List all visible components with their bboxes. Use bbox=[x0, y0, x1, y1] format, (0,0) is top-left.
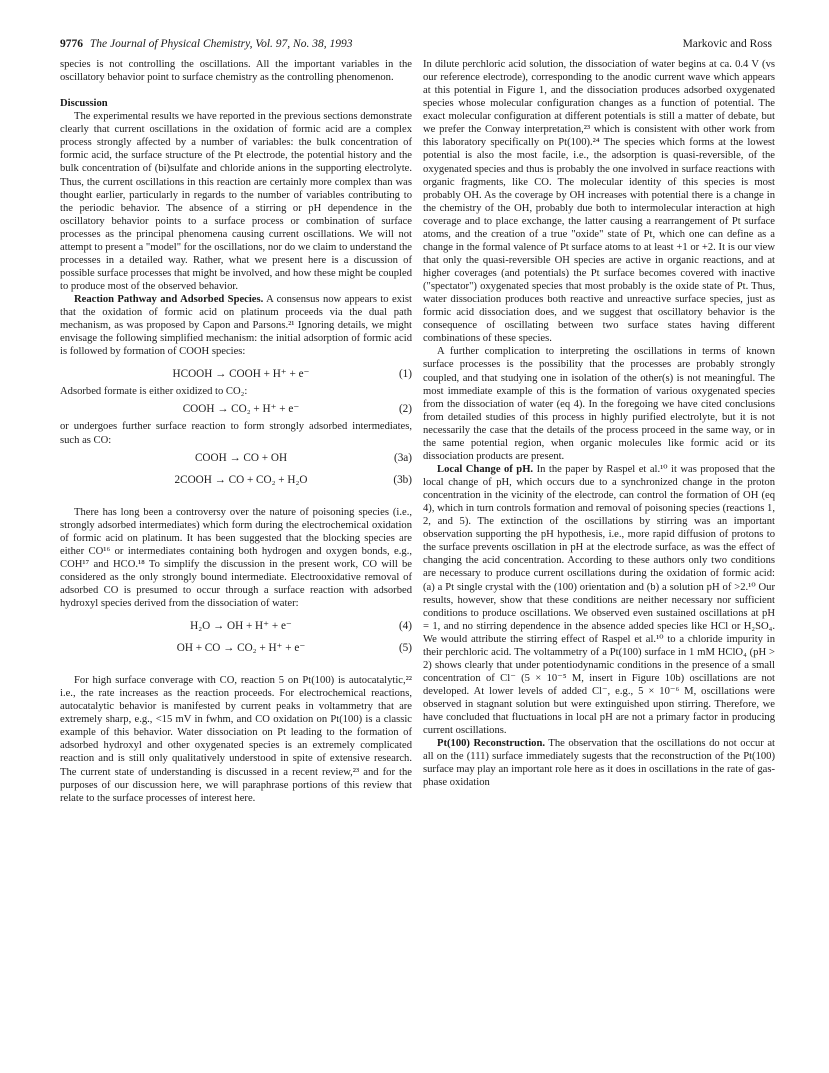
running-authors: Markovic and Ross bbox=[682, 38, 772, 50]
paragraph-text: A consensus now appears to exist that the oxidation of formic acid on platinum proceeds via the dual path mechanism, as was proposed by Capon and Parsons.²¹ Ignoring details, we might envisage the following simplified mechanism: the initial adsorption of formic acid is followed by formation of COOH species: bbox=[60, 294, 412, 358]
equation-formula: H₂O → OH + H⁺ + e⁻ bbox=[190, 620, 292, 633]
equation-number: (3a) bbox=[393, 451, 412, 464]
spacer bbox=[60, 494, 412, 506]
paragraph-text: In the paper by Raspel et al.¹⁰ it was proposed that the local change of pH, which occurs due to a synchronized change in the proton concentration in the vicinity of the electrode, can control the formation of OH (eq 4), which in turn controls formation and removal of poisoning species (reactions 1, 2, and 5). The extinction of the oscillations by stirring was an important observation supporting the pH hypothesis, i.e., more rapid diffusion of protons to the surface prevents oscillation in pH at the electrode surface, as was the effect of changing the acid concentration. According to these authors only two conditions are necessary to produce current oscillations during the oxidation of formic acid: (a) a Pt single crystal with the (100) orientation and (b) a solution pH of >2.¹⁰ Our results, however, show that these conditions are neither necessary nor sufficient conditions to produce oscillations. We observed even sustained oscillations at pH = 1, and no stirring dependence in the absence added species like HCl or H₂SO₄. We would attribute the stirring effect of Raspel et al.¹⁰ to a chloride impurity in their perchloric acid. The voltammetry of a Pt(100) surface in 1 mM HClO₄ (pH > 2) shows clearly that under potentiodynamic conditions in the presence of a small concentration of Cl⁻ (5 × 10⁻⁵ M, insert in Figure 10b) oscillations are not developed. At lower levels of added Cl⁻, e.g., 5 × 10⁻⁶ M, oscillations were observed in stagnant solution but were extinguished upon stirring. Therefore, we have concluded that fluctuations in local pH are not a primary factor in producing current oscillations. bbox=[423, 463, 775, 737]
equation-number: (2) bbox=[398, 403, 412, 416]
runin-heading: Reaction Pathway and Adsorbed Species. bbox=[74, 294, 264, 306]
equation-3a bbox=[60, 447, 412, 469]
equation-formula: COOH → CO + OH bbox=[194, 451, 288, 464]
equation-formula: HCOOH → COOH + H⁺ + e⁻ bbox=[172, 368, 310, 381]
equation-number: (5) bbox=[398, 642, 412, 655]
equation-formula: OH + CO → CO₂ + H⁺ + e⁻ bbox=[176, 642, 306, 655]
right-column bbox=[423, 58, 775, 790]
equation-number: (3b) bbox=[393, 473, 412, 486]
page-number: 9776 bbox=[60, 38, 83, 50]
paragraph: For high surface converage with CO, reaction 5 on Pt(100) is autocatalytic,²² i.e., the rate increases as the reaction proceeds. For electrochemical reactions, autocatalytic behavior is manifested by current peaks in voltammetry that are extremely sharp, e.g., <15 mV in fwhm, and CO oxidation on Pt(100) is a classic example of this behavior. Water dissociation on Pt leading to the formation of adsorbed hydroxyl and other oxygenated species is an extremely complicated reaction and is still only qualitatively understood in spite of extensive research. The current state of understanding is discussed in a recent review,²³ and for the purposes of our discussion here, we will paraphrase portions of this review that relate to the surface processes of interest here. bbox=[60, 675, 412, 804]
paragraph: Adsorbed formate is either oxidized to CO₂: bbox=[60, 386, 248, 398]
paragraph-local-ph bbox=[423, 463, 775, 737]
equation-3b bbox=[60, 469, 412, 491]
equation-1 bbox=[60, 363, 412, 385]
equation-4 bbox=[60, 615, 412, 637]
equation-formula: 2COOH → CO + CO₂ + H₂O bbox=[174, 473, 308, 486]
paragraph: In dilute perchloric acid solution, the dissociation of water begins at ca. 0.4 V (vs our reference electrode), corresponding to the anodic current wave which appears at this potential in Figure 1, and the dissociation produces adsorbed oxygenated species whose molecular configuration changes as a function of potential. The exact molecular configuration at different potentials is still a matter of debate, but we prefer the Conway interpretation,²³ which is consistent with other work from this laboratory specifically on Pt(100).²⁴ The species which forms at the lowest potential is also the most facile, i.e., the adsorption is quasi-reversible, of the oxygenated species and thus is probably the one involved in surface reactions with organic fragments, like CO. The molecular identity of this species is most probably OH. As the coverage by OH increases with potential there is a change in the chemistry of the OH, probably due both to intermolecular interaction at high coverage and to place exchange, the latter causing a rearrangement of Pt surface atoms, and the creation of a true "oxide" state of Pt, which one can define as a change in the formal valence of Pt surface atoms to at least +1 or +2. It is our view that only the quasi-reversible OH species are active in organic reactions, and at higher coverages (and potentials) the Pt surface becomes covered with inactive ("spectator") oxygenated species that most probably is the oxide state of Pt. Thus, water dissociation produces both reactive and unreactive surface species, just as formic acid dissociation does, and we suggest that oscillatory behavior is the consequence of oscillating between two surface states having different combinations of these species. bbox=[423, 59, 775, 345]
paragraph: species is not controlling the oscillations. All the important variables in the oscillatory behavior point to surface chemistry as the controlling phenomenon. bbox=[60, 59, 412, 84]
equation-formula: COOH → CO₂ + H⁺ + e⁻ bbox=[182, 403, 300, 416]
runin-heading: Local Change of pH. bbox=[437, 463, 534, 475]
equation-2 bbox=[60, 398, 412, 420]
paragraph: or undergoes further surface reaction to form strongly adsorbed intermediates, such as CO: bbox=[60, 421, 412, 446]
runin-heading: Pt(100) Reconstruction. bbox=[437, 738, 545, 750]
paragraph-reconstruction bbox=[423, 737, 775, 789]
spacer bbox=[60, 662, 412, 674]
paragraph: A further complication to interpreting the oscillations in terms of known surface processes is the possibility that the processes are probably strongly coupled, and that studying one in isolation of the other(s) is not meaningful. The most immediate example of this is the formation of various oxygenated species from the dissociation of water (eq 4). In the foregoing we have cited conclusions from detailed studies of this process in highly purified electrolyte, but it is not necessarily the case that the details of the process proceed in the same way, or in the same potential region, when organic molecules like formic acid or its dissociation products are present. bbox=[423, 346, 775, 462]
paragraph: The experimental results we have reported in the previous sections demonstrate clearly that current oscillations in the oxidation of formic acid are a complex process strongly affected by a number of variables: the bulk concentration of formic acid, the surface structure of the Pt electrode, the potential history and the bulk concentration of (bi)sulfate and chloride anions in the supporting electrolyte. Thus, the current oscillations in this reaction are certainly more complex than was thought earlier, particularly in regards to the number of variables contributing to the periodic behavior. The absence of a stirring or pH dependence in the oscillatory behavior points to a surface process or combination of surface processes as the principal phenomena causing current oscillations. We will not attempt to present a "model" for the oscillations, nor do we claim to understand the processes in a detailed way. Rather, what we present here is a discussion of possible surface processes that might be involved, and how these might be coupled to produce most of the observed behavior. bbox=[60, 111, 412, 292]
section-heading-discussion: Discussion bbox=[60, 98, 108, 110]
running-header bbox=[60, 38, 772, 56]
left-column bbox=[60, 58, 412, 805]
equation-number: (4) bbox=[398, 620, 412, 633]
paragraph: There has long been a controversy over the nature of poisoning species (i.e., strongly adsorbed intermediates) which form during the electrochemical oxidation of formic acid on platinum. It has been suggested that the blocking species are either CO¹⁶ or intermediates containing both hydrogen and oxygen bonds, e.g., COH¹⁷ and HCO.¹⁸ To simplify the discussion in the present work, CO will be considered as the only strongly bound intermediate. Electrooxidative removal of adsorbed CO is presumed to occur through a surface reaction with adsorbed hydroxyl species derived from the dissociation of water: bbox=[60, 506, 412, 609]
journal-citation: The Journal of Physical Chemistry, Vol. 97, No. 38, 1993 bbox=[89, 38, 353, 50]
equation-5 bbox=[60, 637, 412, 659]
paragraph-text: The observation that the oscillations do not occur at all on the (111) surface immediately sugests that the reconstruction of the Pt(100) surface may play an important role here as it does in oscillations in the rate of gas-phase oxidation bbox=[423, 738, 776, 789]
equation-number: (1) bbox=[398, 368, 412, 381]
paragraph-reaction-pathway bbox=[60, 293, 412, 358]
